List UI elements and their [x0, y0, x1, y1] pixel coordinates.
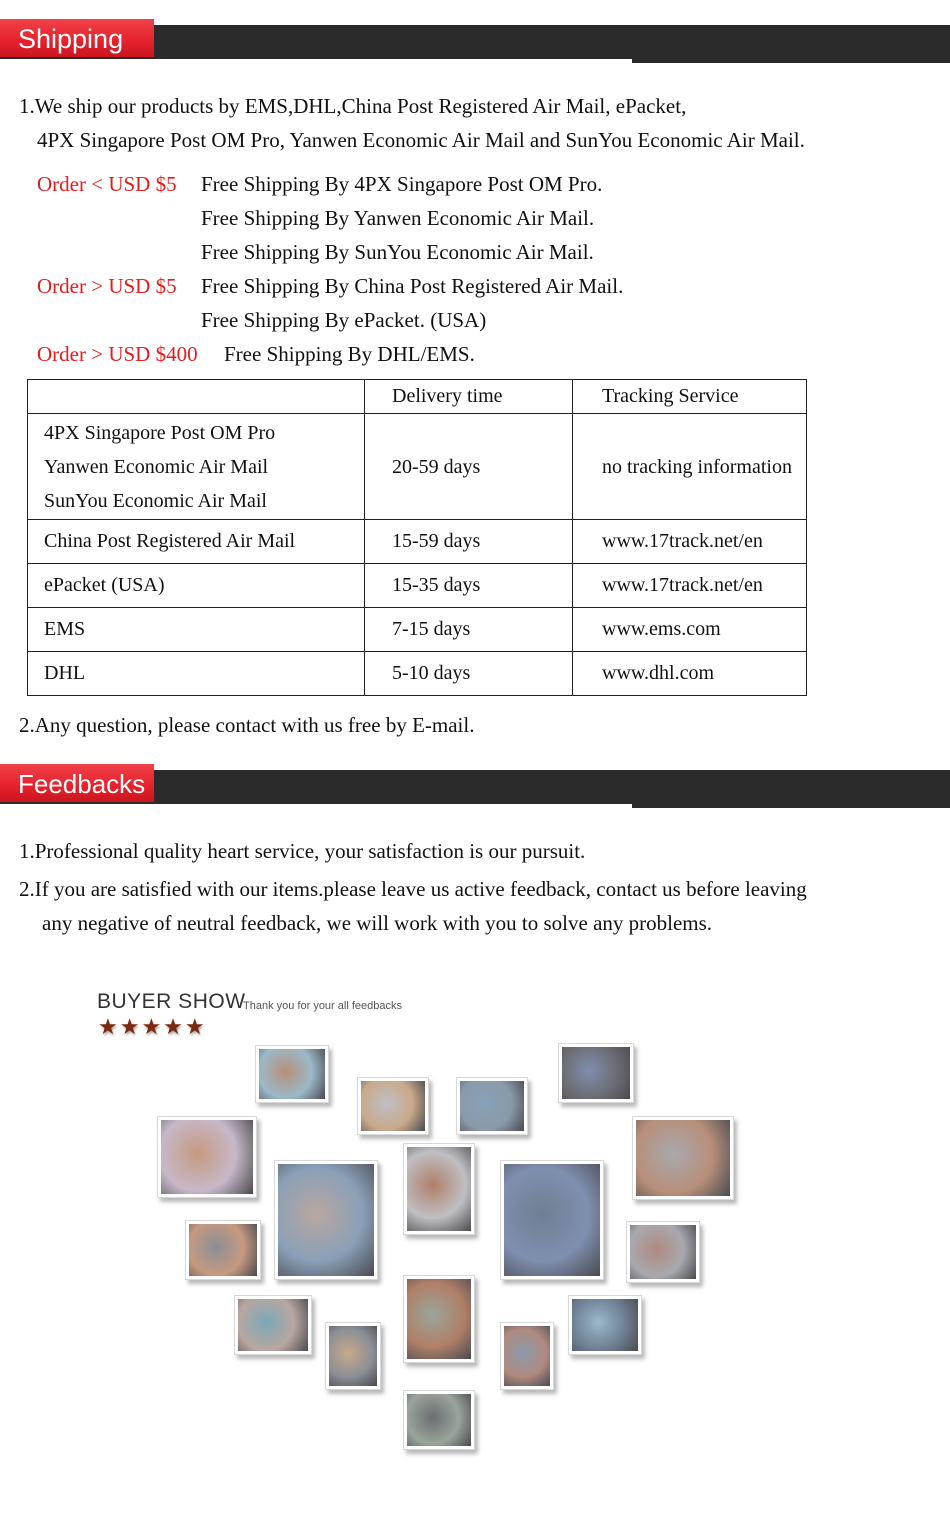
delivery-time-cell: 15-59 days: [365, 520, 573, 564]
buyer-photo: [403, 1390, 475, 1450]
table-row: [28, 520, 807, 564]
buyer-photo: [500, 1160, 604, 1280]
buyer-photo: [274, 1160, 378, 1280]
buyer-photo: [632, 1116, 734, 1200]
shipping-method-name: DHL: [44, 662, 86, 684]
buyer-photo: [255, 1045, 329, 1103]
shipping-line-1a: 1.We ship our products by EMS,DHL,China Post Registered Air Mail, ePacket,: [19, 94, 687, 118]
buyer-photo-image: [407, 1279, 471, 1359]
tracking-service-cell: www.ems.com: [573, 608, 807, 652]
table-header-cell: Tracking Service: [573, 380, 807, 414]
buyer-photo: [558, 1043, 634, 1103]
table-row: [28, 414, 807, 520]
buyer-show-subtitle: Thank you for your all feedbacks: [243, 1000, 402, 1012]
table-row: [28, 652, 807, 696]
buyer-photo: [325, 1322, 381, 1390]
buyer-photo-image: [278, 1164, 374, 1276]
feedbacks-section-header: [0, 764, 950, 806]
shipping-method-name: ePacket (USA): [44, 574, 165, 596]
delivery-time-cell: 15-35 days: [365, 564, 573, 608]
buyer-photo-image: [189, 1224, 257, 1276]
shipping-method-cell: [28, 608, 365, 652]
tracking-service-cell: www.17track.net/en: [573, 520, 807, 564]
feedbacks-header-tab: Feedbacks: [0, 764, 154, 802]
buyer-photo: [234, 1295, 312, 1355]
shipping-section-header: [0, 19, 950, 61]
rating-stars-icon: ★★★★★: [98, 1014, 207, 1039]
shipping-method-name: Yanwen Economic Air Mail: [44, 455, 269, 478]
buyer-photo: [456, 1077, 528, 1135]
shipping-method-name: China Post Registered Air Mail: [44, 530, 296, 552]
table-header-cell: Delivery time: [365, 380, 573, 414]
rule-shipping-text: Free Shipping By DHL/EMS.: [224, 342, 475, 366]
buyer-photo: [500, 1322, 554, 1390]
buyer-photo: [403, 1275, 475, 1363]
shipping-method-cell: [28, 652, 365, 696]
delivery-time-cell: 5-10 days: [365, 652, 573, 696]
header-bar-step: [632, 53, 950, 63]
shipping-method-name: EMS: [44, 618, 86, 640]
tracking-service-cell: no tracking information: [573, 414, 807, 520]
shipping-line-1b: 4PX Singapore Post OM Pro, Yanwen Economic Air Mail and SunYou Economic Air Mail.: [37, 128, 805, 152]
buyer-photo-image: [259, 1049, 325, 1099]
buyer-photo-image: [504, 1326, 550, 1386]
shipping-method-cell: [28, 520, 365, 564]
buyer-photo: [185, 1220, 261, 1280]
buyer-photo-image: [407, 1394, 471, 1446]
header-bar-step: [632, 798, 950, 808]
tracking-service-cell: www.dhl.com: [573, 652, 807, 696]
buyer-photo-image: [238, 1299, 308, 1351]
buyer-photo-image: [562, 1047, 630, 1099]
rule-shipping-text: Free Shipping By Yanwen Economic Air Mail.: [201, 206, 595, 230]
buyer-photo-image: [329, 1326, 377, 1386]
rule-shipping-text: Free Shipping By 4PX Singapore Post OM Pro.: [201, 172, 603, 196]
shipping-line-2: 2.Any question, please contact with us free by E-mail.: [19, 713, 475, 737]
table-row: [28, 608, 807, 652]
rule-shipping-text: Free Shipping By SunYou Economic Air Mail.: [201, 240, 594, 264]
delivery-time-cell: 20-59 days: [365, 414, 573, 520]
buyer-photo-image: [407, 1147, 471, 1231]
buyer-photo: [157, 1116, 257, 1198]
feedbacks-line-2b: any negative of neutral feedback, we will work with you to solve any problems.: [42, 911, 713, 935]
buyer-photo-image: [361, 1081, 425, 1131]
shipping-header-tab: Shipping: [0, 19, 154, 57]
buyer-photo-image: [504, 1164, 600, 1276]
buyer-photo: [626, 1221, 700, 1283]
buyer-photo: [568, 1295, 642, 1355]
buyer-photo-image: [630, 1225, 696, 1279]
buyer-show-title: BUYER SHOW: [97, 990, 246, 1013]
table-header-cell: [28, 380, 365, 414]
tracking-service-cell: www.17track.net/en: [573, 564, 807, 608]
shipping-method-name: SunYou Economic Air Mail: [44, 489, 267, 512]
delivery-time-cell: 7-15 days: [365, 608, 573, 652]
rule-shipping-text: Free Shipping By ePacket. (USA): [201, 308, 487, 332]
feedbacks-line-2a: 2.If you are satisfied with our items.please leave us active feedback, contact us before leaving: [19, 877, 807, 901]
buyer-photo-image: [636, 1120, 730, 1196]
rule-order-condition: Order < USD $5: [37, 172, 177, 196]
table-header-row: [28, 380, 807, 414]
shipping-table: [27, 379, 807, 696]
shipping-method-cell: [28, 564, 365, 608]
buyer-photo-image: [161, 1120, 253, 1194]
buyer-photo: [357, 1077, 429, 1135]
rule-order-condition: Order > USD $5: [37, 274, 177, 298]
feedbacks-line-1: 1.Professional quality heart service, your satisfaction is our pursuit.: [19, 839, 586, 863]
buyer-photo-image: [460, 1081, 524, 1131]
buyer-photo-image: [572, 1299, 638, 1351]
rule-order-condition: Order > USD $400: [37, 342, 198, 366]
table-row: [28, 564, 807, 608]
shipping-method-cell: [28, 414, 365, 520]
buyer-photo: [403, 1143, 475, 1235]
rule-shipping-text: Free Shipping By China Post Registered Air Mail.: [201, 274, 624, 298]
shipping-method-name: 4PX Singapore Post OM Pro: [44, 421, 276, 444]
